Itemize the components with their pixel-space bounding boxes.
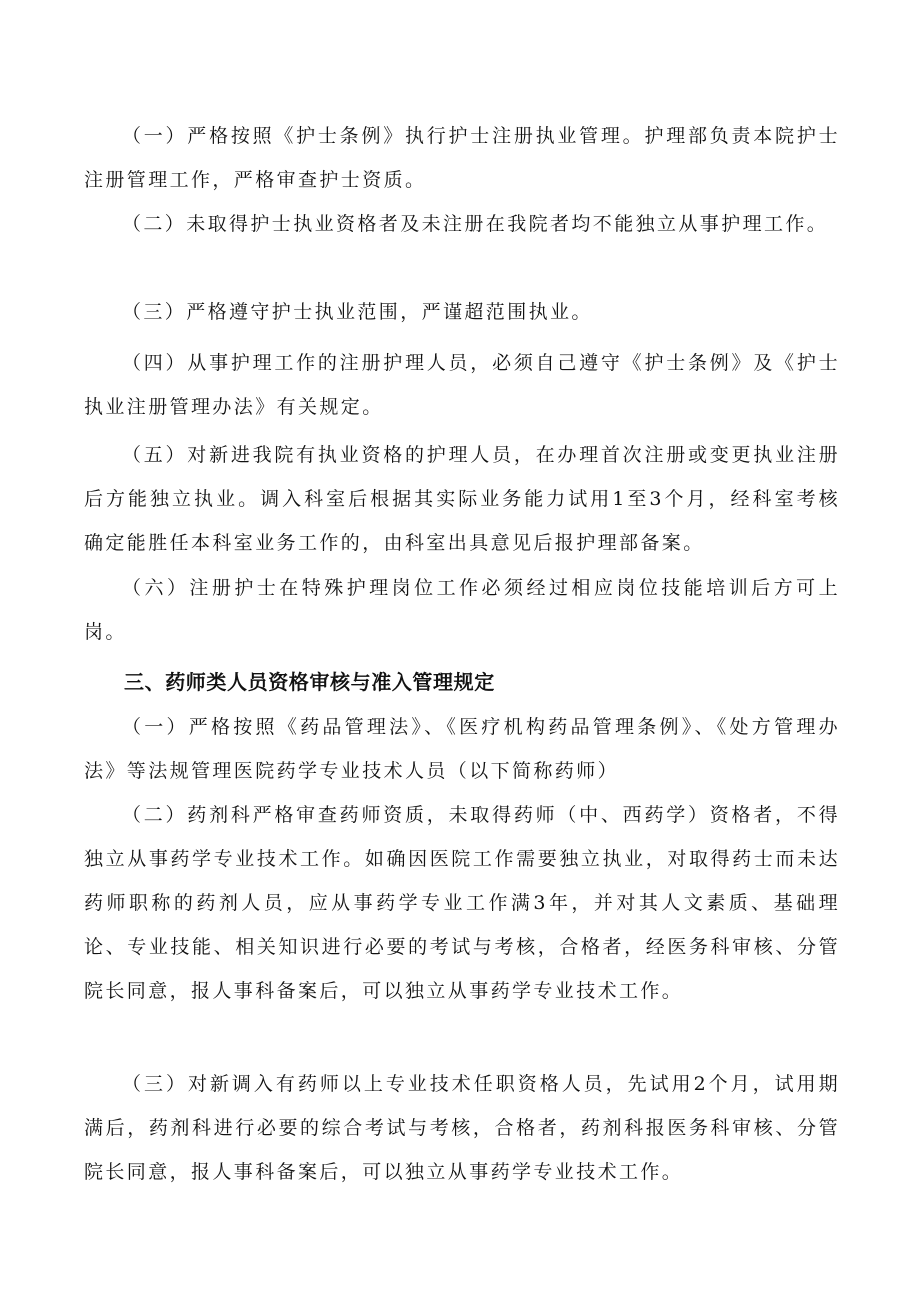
- paragraph-nurse-4: （四）从事护理工作的注册护理人员，必须自己遵守《护士条例》及《护士执业注册管理办法》有关规定。: [84, 352, 840, 418]
- section-heading-pharmacist: 三、药师类人员资格审核与准入管理规定: [124, 670, 495, 694]
- paragraph-pharmacist-2: （二）药剂科严格审查药师资质，未取得药师（中、西药学）资格者，不得独立从事药学专业技术工作。如确因医院工作需要独立执业，对取得药士而未达药师职称的药剂人员，应从事药学专业工作满3年，并对其人文素质、基础理论、专业技能、相关知识进行必要的考试与考核，合格者，经医务科审核、分管院长同意，报人事科备案后，可以独立从事药学专业技术工作。: [84, 804, 840, 1002]
- paragraph-nurse-1: （一）严格按照《护士条例》执行护士注册执业管理。护理部负责本院护士注册管理工作，严格审查护士资质。: [84, 125, 840, 191]
- paragraph-nurse-3: （三）严格遵守护士执业范围，严谨超范围执业。: [122, 301, 593, 323]
- paragraph-pharmacist-3: （三）对新调入有药师以上专业技术任职资格人员，先试用2个月，试用期满后，药剂科进行必要的综合考试与考核，合格者，药剂科报医务科审核、分管院长同意，报人事科备案后，可以独立从事药学专业技术工作。: [84, 1073, 840, 1183]
- paragraph-nurse-6: （六）注册护士在特殊护理岗位工作必须经过相应岗位技能培训后方可上岗。: [84, 577, 840, 643]
- paragraph-nurse-5: （五）对新进我院有执业资格的护理人员，在办理首次注册或变更执业注册后方能独立执业。调入科室后根据其实际业务能力试用1至3个月，经科室考核确定能胜任本科室业务工作的，由科室出具意见后报护理部备案。: [84, 444, 840, 554]
- paragraph-pharmacist-1: （一）严格按照《药品管理法》、《医疗机构药品管理条例》、《处方管理办法》等法规管理医院药学专业技术人员（以下简称药师）: [84, 716, 840, 782]
- paragraph-nurse-2: （二）未取得护士执业资格者及未注册在我院者均不能独立从事护理工作。: [122, 213, 829, 235]
